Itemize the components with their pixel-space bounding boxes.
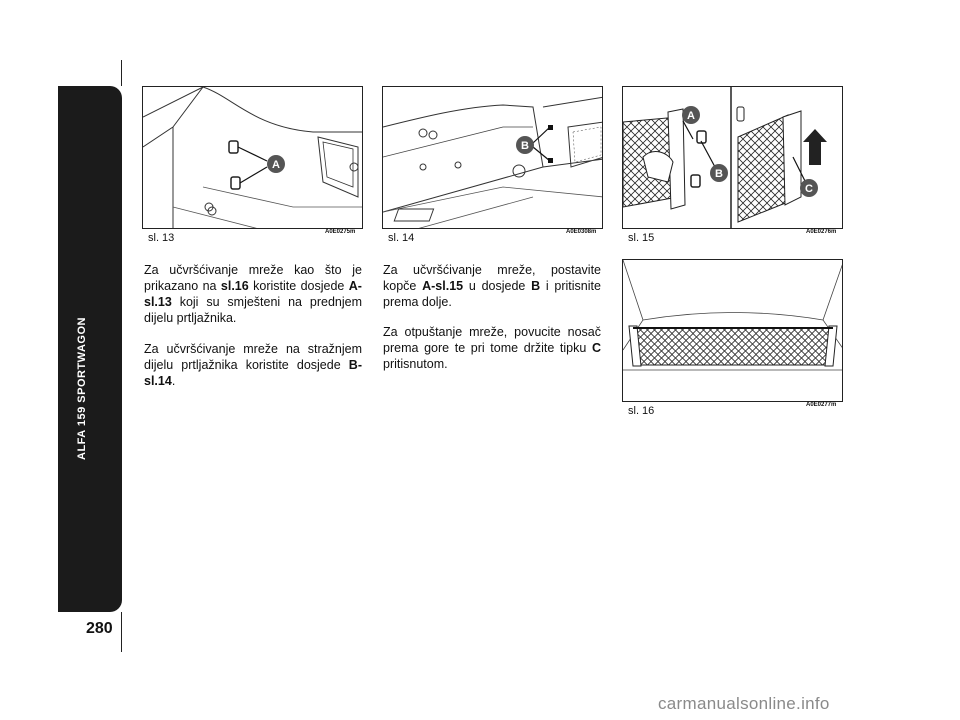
callout-a-label: A — [687, 110, 695, 122]
column2-paragraph2 — [383, 324, 601, 372]
text: i pritisnite prema dolje. — [383, 279, 601, 309]
figure-reference: B — [531, 279, 541, 293]
crop-mark-bottom — [121, 612, 122, 652]
arrow-up-icon — [803, 129, 827, 165]
trunk-rear-illustration — [383, 87, 603, 229]
figure-code-sl14: A0E0308m — [566, 229, 597, 235]
figure-code-sl16: A0E0277m — [806, 402, 837, 408]
figure-sl15 — [622, 86, 843, 229]
figure-reference: C — [591, 341, 601, 355]
text: Za učvršćivanje mreže na stražnjem dijelu prtljažnika koristite dosjede — [144, 342, 362, 372]
text: . — [171, 374, 176, 388]
net-clip-illustration — [623, 87, 843, 229]
figure-label-sl15: sl. 15 — [628, 232, 655, 244]
text: u dosjede — [463, 279, 532, 293]
text: Za otpuštanje mreže, povucite nosač prema gore te pri tome držite tipku — [383, 325, 601, 355]
trunk-front-illustration — [143, 87, 363, 229]
figure-code-sl15: A0E0276m — [806, 229, 837, 235]
callout-b-label: B — [521, 140, 529, 152]
figure-reference: sl.16 — [220, 279, 249, 293]
figure-label-sl14: sl. 14 — [388, 232, 415, 244]
page-number: 280 — [86, 620, 113, 637]
figure-sl16 — [622, 259, 843, 402]
callout-a-label: A — [272, 159, 280, 171]
sidebar-title: ALFA 159 SPORTWAGON — [76, 317, 88, 460]
text: pritisnutom. — [383, 357, 448, 371]
figure-reference: B-sl.14 — [144, 358, 362, 388]
crop-mark-top — [121, 60, 122, 86]
figure-reference: A-sl.15 — [422, 279, 464, 293]
figure-label-sl13: sl. 13 — [148, 232, 175, 244]
figure-reference: A-sl.13 — [144, 279, 362, 309]
net-installed-illustration — [623, 260, 843, 402]
text: Za učvršćivanje mreže, postavite kopče — [383, 263, 601, 293]
column1-paragraph1 — [144, 262, 362, 326]
column1-paragraph2 — [144, 341, 362, 389]
text: koji su smješteni na prednjem dijelu prtljažnika. — [144, 295, 362, 325]
watermark: carmanualsonline.info — [658, 694, 830, 713]
text: koristite dosjede — [248, 279, 349, 293]
callout-c-label: C — [805, 183, 813, 195]
text: Za učvršćivanje mreže kao što je prikazano na — [144, 263, 362, 293]
figure-label-sl16: sl. 16 — [628, 405, 655, 417]
figure-sl14 — [382, 86, 603, 229]
callout-b-label: B — [715, 168, 723, 180]
column2-paragraph1 — [383, 262, 601, 310]
figure-code-sl13: A0E0275m — [325, 229, 356, 235]
figure-sl13 — [142, 86, 363, 229]
